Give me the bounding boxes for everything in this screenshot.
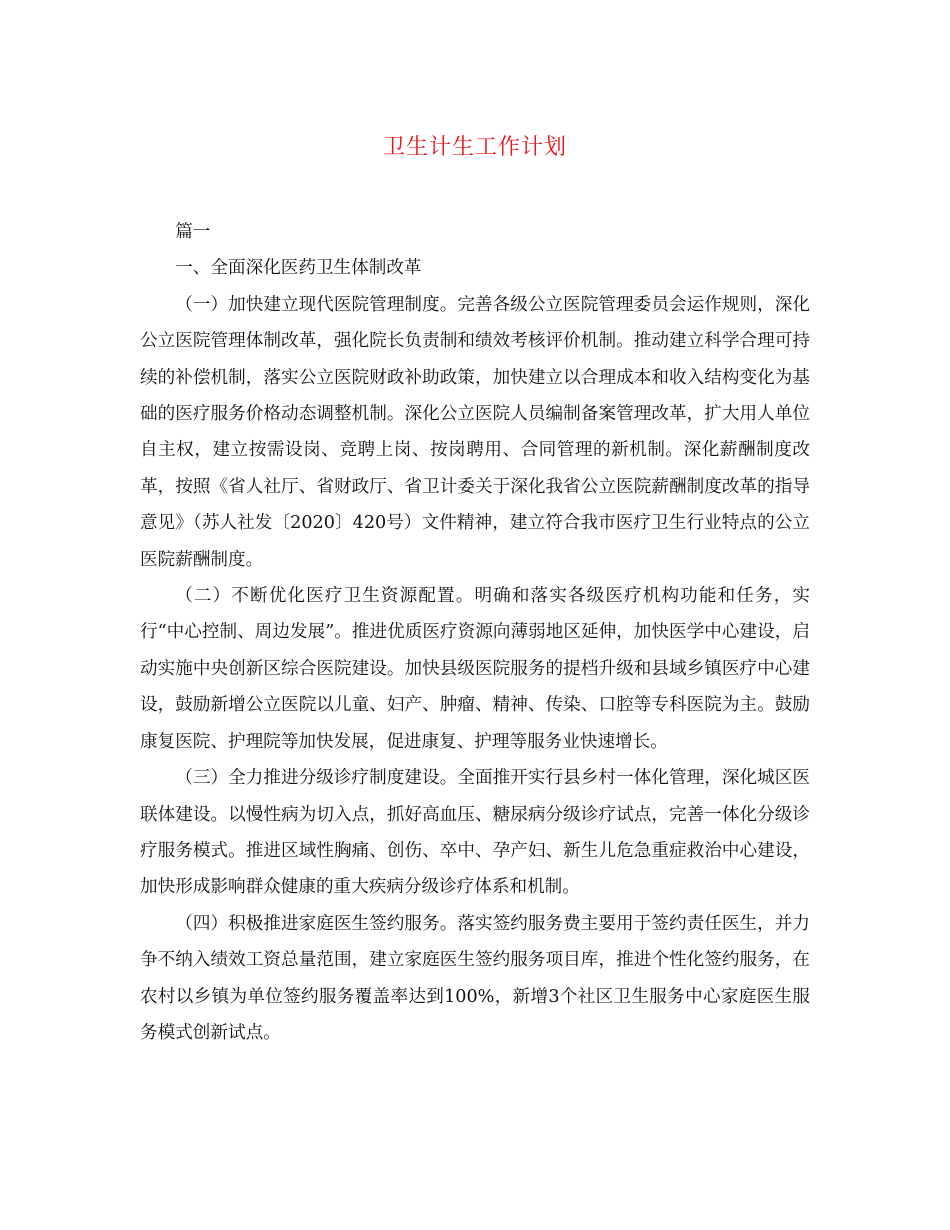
paragraph-1: （一）加快建立现代医院管理制度。完善各级公立医院管理委员会运作规则，深化公立医院管理体制改革，强化院长负责制和绩效考核评价机制。推动建立科学合理可持续的补偿机制，落实公立医院财政补助政策，加快建立以合理成本和收入结构变化为基础的医疗服务价格动态调整机制。深化公立医院人员编制备案管理改革，扩大用人单位自主权，建立按需设岗、竞聘上岗、按岗聘用、合同管理的新机制。深化薪酬制度改革，按照《省人社厅、省财政厅、省卫计委关于深化我省公立医院薪酬制度改革的指导意见》（苏人社发〔2020〕420号）文件精神，建立符合我市医疗卫生行业特点的公立医院薪酬制度。 bbox=[140, 294, 810, 570]
paragraph-4: （四）积极推进家庭医生签约服务。落实签约服务费主要用于签约责任医生，并力争不纳入绩效工资总量范围，建立家庭医生签约服务项目库，推进个性化签约服务，在农村以乡镇为单位签约服务覆盖率达到100%，新增3个社区卫生服务中心家庭医生服务模式创新试点。 bbox=[140, 913, 810, 1043]
heading-1: 一、全面深化医药卫生体制改革 bbox=[175, 258, 422, 279]
paragraph-2: （二）不断优化医疗卫生资源配置。明确和落实各级医疗机构功能和任务，实行“中心控制、周边发展”。推进优质医疗资源向薄弱地区延伸，加快医学中心建设，启动实施中央创新区综合医院建设。加快县级医院服务的提档升级和县域乡镇医疗中心建设，鼓励新增公立医院以儿童、妇产、肿瘤、精神、传染、口腔等专科医院为主。鼓励康复医院、护理院等加快发展，促进康复、护理等服务业快速增长。 bbox=[140, 586, 810, 752]
section-label: 篇一 bbox=[175, 222, 211, 242]
paragraph-3: （三）全力推进分级诊疗制度建设。全面推开实行县乡村一体化管理，深化城区医联体建设。以慢性病为切入点，抓好高血压、糖尿病分级诊疗试点，完善一体化分级诊疗服务模式。推进区域性胸痛、创伤、卒中、孕产妇、新生儿危急重症救治中心建设，加快形成影响群众健康的重大疾病分级诊疗体系和机制。 bbox=[140, 768, 810, 898]
document-body bbox=[140, 214, 810, 1051]
document-title: 卫生计生工作计划 bbox=[382, 135, 567, 160]
